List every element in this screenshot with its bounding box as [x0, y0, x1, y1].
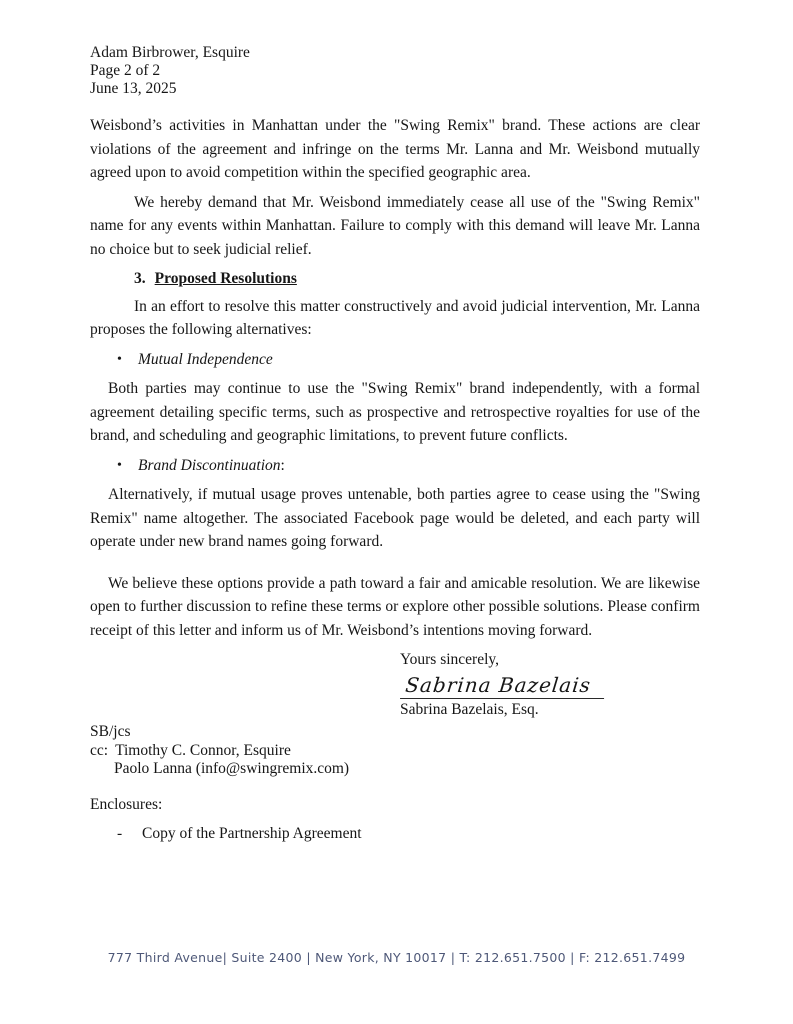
bullet-text [138, 454, 285, 478]
dash-marker: - [117, 825, 123, 842]
signature-line [400, 673, 700, 699]
bullet-brand-discontinuation [117, 454, 700, 478]
cc-recipient: Paolo Lanna (info@swingremix.com) [114, 760, 350, 777]
letter-date: June 13, 2025 [90, 80, 177, 97]
cc-line [90, 742, 700, 761]
paragraph-demand: We hereby demand that Mr. Weisbond immediately cease all use of the "Swing Remix" name for any events within Manhattan. Failure to comply with this demand will leave Mr. Lanna no choice but to seek judicial relief. [90, 193, 700, 258]
cc-label: cc: [90, 741, 109, 759]
handwritten-signature: Sabrina Bazelais [400, 673, 606, 699]
enclosures-label: Enclosures: [90, 795, 163, 813]
bullet-label: Mutual Independence [138, 350, 273, 368]
reference-block [90, 723, 700, 779]
signature-block [400, 648, 700, 721]
bullet-suffix: : [280, 456, 285, 474]
enclosure-text: Copy of the Partnership Agreement [142, 825, 362, 842]
cc-recipient: Timothy C. Connor, Esquire [115, 741, 291, 759]
paragraph-brand-discontinuation: Alternatively, if mutual usage proves untenable, both parties agree to cease using the "Swing Remix" name altogether. The associated Facebook page would be deleted, and each party will operate under new brand names going forward. [90, 486, 700, 550]
section-title: Proposed Resolutions [154, 270, 297, 287]
section-heading-proposed-resolutions [134, 267, 700, 291]
page-number: Page 2 of 2 [90, 62, 161, 79]
bullet-icon: • [117, 351, 122, 367]
signer-name: Sabrina Bazelais, Esq. [400, 701, 539, 718]
typist-initials: SB/jcs [90, 723, 131, 740]
letter-header [90, 44, 700, 98]
paragraph-intro: In an effort to resolve this matter constructively and avoid judicial intervention, Mr. Lanna proposes the following alternatives: [90, 297, 700, 338]
bullet-label: Brand Discontinuation [138, 456, 281, 474]
paragraph-mutual-independence: Both parties may continue to use the "Swing Remix" brand independently, with a formal agreement detailing specific terms, such as prospective and retrospective royalties for use of the brand, and scheduling and geographic limitations, to prevent future conflicts. [90, 380, 700, 444]
paragraph-closing: We believe these options provide a path toward a fair and amicable resolution. We are likewise open to further discussion to refine these terms or explore other possible solutions. Please confirm receipt of this letter and inform us of Mr. Weisbond’s intentions moving forward. [90, 574, 700, 639]
bullet-icon: • [117, 457, 122, 473]
valediction: Yours sincerely, [400, 651, 500, 668]
bullet-mutual-independence [117, 348, 700, 372]
footer-text: 777 Third Avenue| Suite 2400 | New York, NY 10017 | T: 212.651.7500 | F: 212.651.7499 [107, 950, 686, 965]
section-number: 3. [134, 270, 146, 287]
firm-address-footer [0, 950, 793, 965]
paragraph-violations: Weisbond’s activities in Manhattan under the "Swing Remix" brand. These actions are clear violations of the agreement and infringe on the terms Mr. Lanna and Mr. Weisbond mutually agreed upon to avoid competition within the specified geographic area. [90, 117, 700, 181]
enclosure-item [117, 825, 700, 844]
recipient-name: Adam Birbrower, Esquire [90, 44, 250, 61]
letter-content [90, 44, 700, 844]
bullet-text [138, 348, 273, 372]
